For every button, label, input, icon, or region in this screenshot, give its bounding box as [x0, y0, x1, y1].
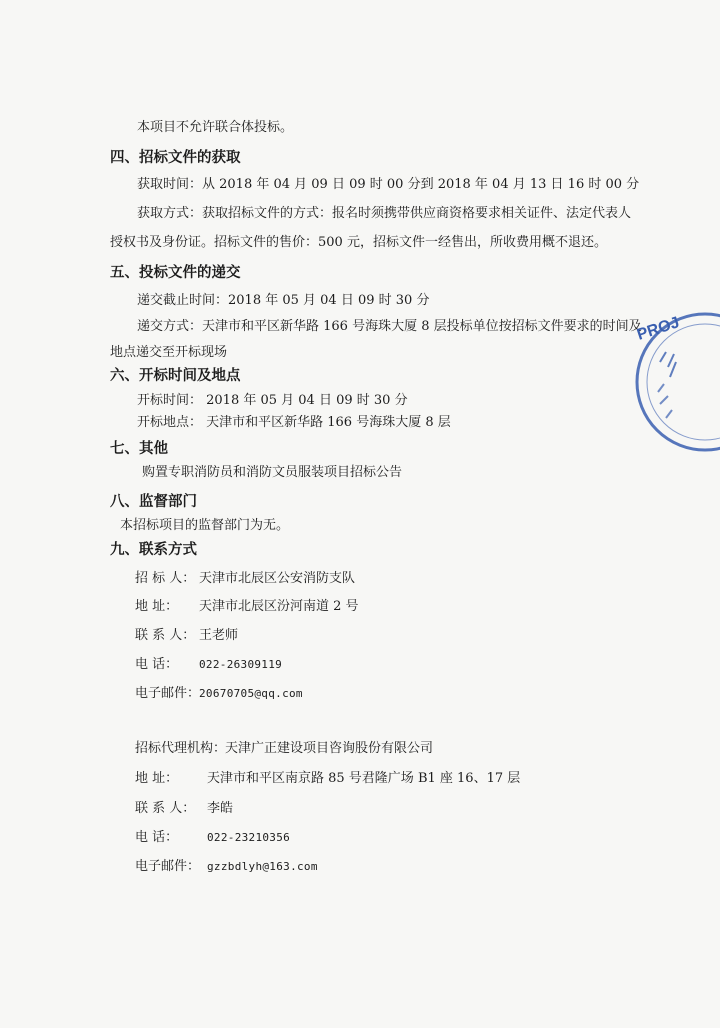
agent-address-label: 地 址： — [135, 771, 179, 786]
buyer-email: 20670705@qq.com — [199, 687, 303, 700]
buyer-phone: 022-26309119 — [199, 658, 283, 671]
opening-time: 开标时间： 2018 年 05 月 04 日 09 时 30 分 — [137, 393, 408, 408]
buyer-name: 天津市北辰区公安消防支队 — [199, 571, 356, 586]
submit-method-line1: 递交方式：天津市和平区新华路 166 号海珠大厦 8 层投标单位按招标文件要求的时间及 — [137, 319, 642, 334]
buyer-name-row — [135, 570, 355, 588]
agent-address-row — [135, 770, 520, 788]
buyer-contact: 王老师 — [199, 628, 239, 643]
buyer-phone-row — [135, 656, 282, 674]
agent-phone-label: 电 话： — [135, 830, 179, 845]
agent-email-row — [135, 858, 318, 876]
buyer-contact-label: 联 系 人： — [135, 628, 196, 643]
section-9-heading: 九、联系方式 — [110, 542, 197, 558]
buyer-address-label: 地 址： — [135, 599, 179, 614]
acquire-method-line2: 授权书及身份证。招标文件的售价：500 元，招标文件一经售出，所收费用概不退还。 — [110, 235, 607, 250]
agent-contact-label: 联 系 人： — [135, 801, 196, 816]
buyer-contact-row — [135, 627, 238, 645]
submit-deadline: 递交截止时间：2018 年 05 月 04 日 09 时 30 分 — [137, 293, 430, 308]
section-4-heading: 四、招标文件的获取 — [110, 150, 241, 166]
agent-name: 天津广正建设项目咨询股份有限公司 — [225, 741, 434, 756]
other-text: 购置专职消防员和消防文员服装项目招标公告 — [142, 465, 403, 480]
agent-contact: 李皓 — [207, 801, 234, 816]
opening-place: 开标地点： 天津市和平区新华路 166 号海珠大厦 8 层 — [137, 415, 451, 430]
agent-phone-row — [135, 829, 290, 847]
agent-email-label: 电子邮件： — [135, 859, 201, 874]
seal-text: PROJ — [634, 314, 682, 344]
agent-name-row — [135, 740, 433, 758]
joint-bid-note: 本项目不允许联合体投标。 — [137, 120, 294, 135]
section-8-heading: 八、监督部门 — [110, 494, 197, 510]
agent-phone: 022-23210356 — [207, 831, 291, 844]
submit-method-line2: 地点递交至开标现场 — [110, 345, 228, 360]
buyer-email-row — [135, 685, 303, 703]
acquire-time: 获取时间：从 2018 年 04 月 09 日 09 时 00 分到 2018 年 04 月 13 日 16 时 00 分 — [137, 177, 640, 192]
buyer-name-label: 招 标 人： — [135, 571, 196, 586]
buyer-address: 天津市北辰区汾河南道 2 号 — [199, 599, 359, 614]
section-5-heading: 五、投标文件的递交 — [110, 265, 241, 281]
acquire-method-line1: 获取方式：获取招标文件的方式：报名时须携带供应商资格要求相关证件、法定代表人 — [137, 206, 632, 221]
section-6-heading: 六、开标时间及地点 — [110, 368, 241, 384]
section-7-heading: 七、其他 — [110, 441, 168, 457]
buyer-phone-label: 电 话： — [135, 657, 179, 672]
agent-address: 天津市和平区南京路 85 号君隆广场 B1 座 16、17 层 — [207, 771, 521, 786]
agent-email: gzzbdlyh@163.com — [207, 860, 318, 873]
agent-name-label: 招标代理机构： — [135, 741, 227, 756]
company-seal — [630, 292, 720, 472]
buyer-email-label: 电子邮件： — [135, 686, 201, 701]
supervision-text: 本招标项目的监督部门为无。 — [120, 518, 290, 533]
buyer-address-row — [135, 598, 359, 616]
agent-contact-row — [135, 800, 233, 818]
